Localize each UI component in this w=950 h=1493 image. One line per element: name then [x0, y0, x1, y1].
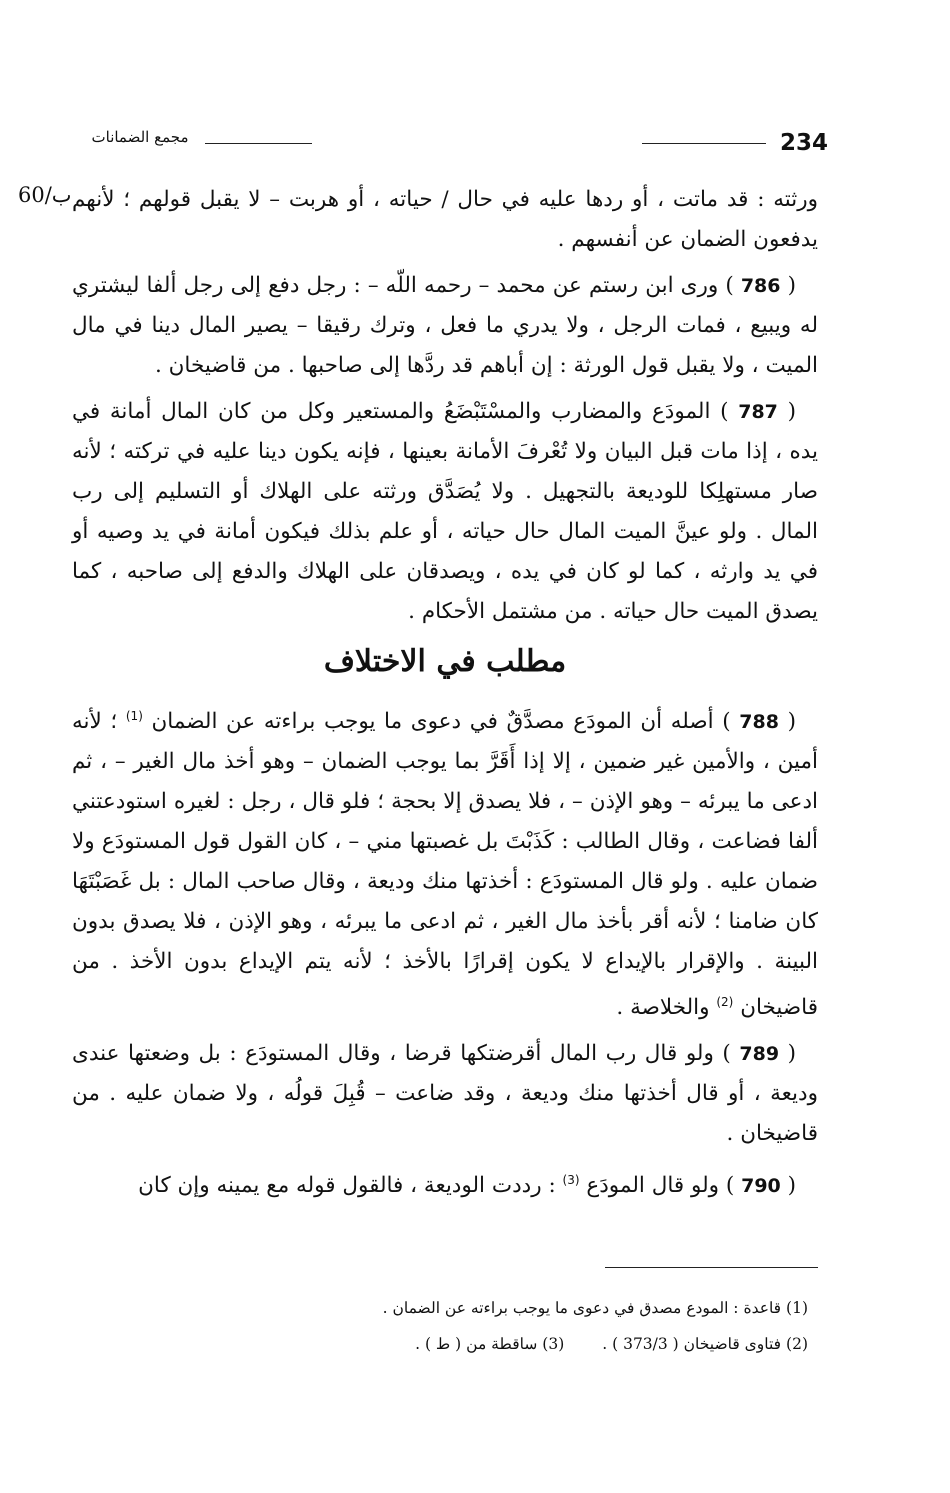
paragraph-789: ( 789 ) ولو قال رب المال أقرضتكها قرضا ، وقال المستودَع : بل وضعتها عندى وديعة ، أو قال أخذتها منك وديعة ، وقد ضاعت – قُبِلَ قولُه ، ولا ضمان عليه . من قاضيخان . [72, 1041, 818, 1147]
footnotes [200, 1290, 808, 1362]
page-number: 234 [780, 130, 829, 156]
footnote-separator [605, 1267, 818, 1268]
header-rule [205, 143, 312, 144]
footnote-marker: (2) [716, 995, 734, 1010]
paragraph-786: ( 786 ) ورى ابن رستم عن محمد – رحمه اللّه – : رجل دفع إلى رجل ألفا ليشتري له ويبيع ، فمات الرجل ، ولا يدري ما فعل ، وترك رقيقا – يصير المال دينا في مال الميت ، ولا يقبل قول الورثة : إن أباهم قد ردَّها إلى صاحبها . من قاضيخان . [72, 273, 818, 378]
footnote-2: (2) فتاوى قاضيخان ( 373/3 ) . [602, 1335, 808, 1353]
footnote-marker: (3) [562, 1173, 580, 1188]
paragraph-text: ورى ابن رستم عن محمد – رحمه اللّه – : رجل دفع إلى رجل ألفا ليشتري له ويبيع ، فمات الرجل ، ولا يدري ما فعل ، وترك رقيقا – يصير المال دينا في مال الميت ، ولا يقبل قول الورثة : إن أباهم قد ردَّها إلى صاحبها . من قاضيخان . [72, 273, 818, 378]
footnote-marker: (1) [125, 709, 143, 723]
paragraph-number: 790 [741, 1175, 781, 1198]
section-heading: مطلب في الاختلاف [323, 644, 567, 679]
header-rule [642, 143, 766, 144]
footnote-row [200, 1326, 808, 1362]
paragraph-text: ولو قال رب المال أقرضتكها قرضا ، وقال المستودَع : بل وضعتها عندى وديعة ، أو قال أخذتها منك وديعة ، وقد ضاعت – قُبِلَ قولُه ، ولا ضمان عليه . من قاضيخان . [72, 1041, 818, 1147]
page-header [80, 128, 829, 164]
paragraph-text: : رددت الوديعة ، فالقول قوله مع يمينه وإن كان [138, 1173, 556, 1199]
paragraph-text: ورثته : قد ماتت ، أو ردها عليه في حال / حياته ، أو هربت – لا يقبل قولهم ؛ لأنهم يدفعون الضمان عن أنفسهم . [72, 187, 818, 252]
paragraph-text: أصله أن المودَع مصدَّقٌ في دعوى ما يوجب براءته عن الضمان [151, 709, 714, 735]
paragraph-number: 788 [739, 711, 779, 734]
paragraph-text: والخلاصة . [616, 995, 710, 1021]
paragraph-intro [72, 180, 818, 260]
paragraph-text: المودَع والمضارب والمسْتَبْضَعُ والمستعير وكل من كان المال أمانة في يده ، إذا مات قبل البيان ولا تُعْرفَ الأمانة بعينها ، فإنه يكون دينا عليه في تركته ؛ لأنه صار مستهلِكا للوديعة بالتجهيل . ولا يُصَدَّق ورثته على الهلاك أو التسليم إلى رب المال . ولو عينَّ الميت المال حال حياته ، أو علم بذلك فيكون أمانة في يد وصيه أو في يد وارثه ، كما لو كان في يده ، ويصدقان على الهلاك والدفع إلى صاحبه ، كما يصدق الميت حال حياته . من مشتمل الأحكام . [72, 399, 818, 624]
paragraph-790: ( 790 ) ولو قال المودَع $^{(3)}$ : رددت الوديعة ، فالقول قوله مع يمينه وإن كان [138, 1173, 796, 1199]
main-text [72, 180, 818, 1212]
paragraph-788: ( 788 ) أصله أن المودَع مصدَّقٌ في دعوى ما يوجب براءته عن الضمان $^{(1)}$ ؛ لأنه أمين ، والأمين غير ضمين ، إلا إذا أَقَرَّ بما يوجب الضمان – وهو أخذ مال الغير – ، ثم ادعى ما يبرئه – وهو الإذن – ، فلا يصدق إلا بحجة ؛ فلو قال ، رجل : لغيره استودعتني ألفا فضاعت ، وقال الطالب : كَذَبْتَ بل غصبتها مني – ، كان القول قول المستودَع ولا ضمان عليه . ولو قال المستودَع : أخذتها منك وديعة ، وقال صاحب المال : بل غَصَبْتَهَا كان ضامنا ؛ لأنه أقر بأخذ مال الغير ، ثم ادعى ما يبرئه ، وهو الإذن ، فلا يصدق بدون البينة . والإقرار بالإيداع لا يكون إقرارًا بالأخذ ؛ لأنه يتم الإيداع بدون الأخذ . من قاضيخان $^{(2)}$ والخلاصة . [72, 709, 818, 1021]
paragraph-number: 787 [738, 401, 778, 423]
margin-folio-note: 60/ب [18, 183, 72, 207]
running-title: مجمع الضمانات [91, 128, 189, 146]
paragraph-text: ؛ لأنه أمين ، والأمين غير ضمين ، إلا إذا أَقَرَّ بما يوجب الضمان – وهو أخذ مال الغير – ، ثم ادعى ما يبرئه – وهو الإذن – ، فلا يصدق إلا بحجة ؛ فلو قال ، رجل : لغيره استودعتني ألفا فضاعت ، وقال الطالب : كَذَبْتَ بل غصبتها مني – ، كان القول قول المستودَع ولا ضمان عليه . ولو قال المستودَع : أخذتها منك وديعة ، وقال صاحب المال : بل غَصَبْتَهَا كان ضامنا ؛ لأنه أقر بأخذ مال الغير ، ثم ادعى ما يبرئه ، وهو الإذن ، فلا يصدق بدون البينة . والإقرار بالإيداع لا يكون إقرارًا بالأخذ ؛ لأنه يتم الإيداع بدون الأخذ . من قاضيخان [72, 709, 818, 1021]
paragraph-number: 789 [739, 1043, 780, 1066]
footnote-1: (1) قاعدة : المودع مصدق في دعوى ما يوجب براءته عن الضمان . [382, 1299, 808, 1317]
footnote-3: (3) ساقطة من ( ط ) . [415, 1335, 565, 1353]
paragraph-787: ( 787 ) المودَع والمضارب والمسْتَبْضَعُ والمستعير وكل من كان المال أمانة في يده ، إذا مات قبل البيان ولا تُعْرفَ الأمانة بعينها ، فإنه يكون دينا عليه في تركته ؛ لأنه صار مستهلِكا للوديعة بالتجهيل . ولا يُصَدَّق ورثته على الهلاك أو التسليم إلى رب المال . ولو عينَّ الميت المال حال حياته ، أو علم بذلك فيكون أمانة في يد وصيه أو في يد وارثه ، كما لو كان في يده ، ويصدقان على الهلاك والدفع إلى صاحبه ، كما يصدق الميت حال حياته . من مشتمل الأحكام . [72, 399, 818, 624]
paragraph-number: 786 [740, 275, 781, 297]
paragraph-text: ولو قال المودَع [586, 1173, 720, 1199]
